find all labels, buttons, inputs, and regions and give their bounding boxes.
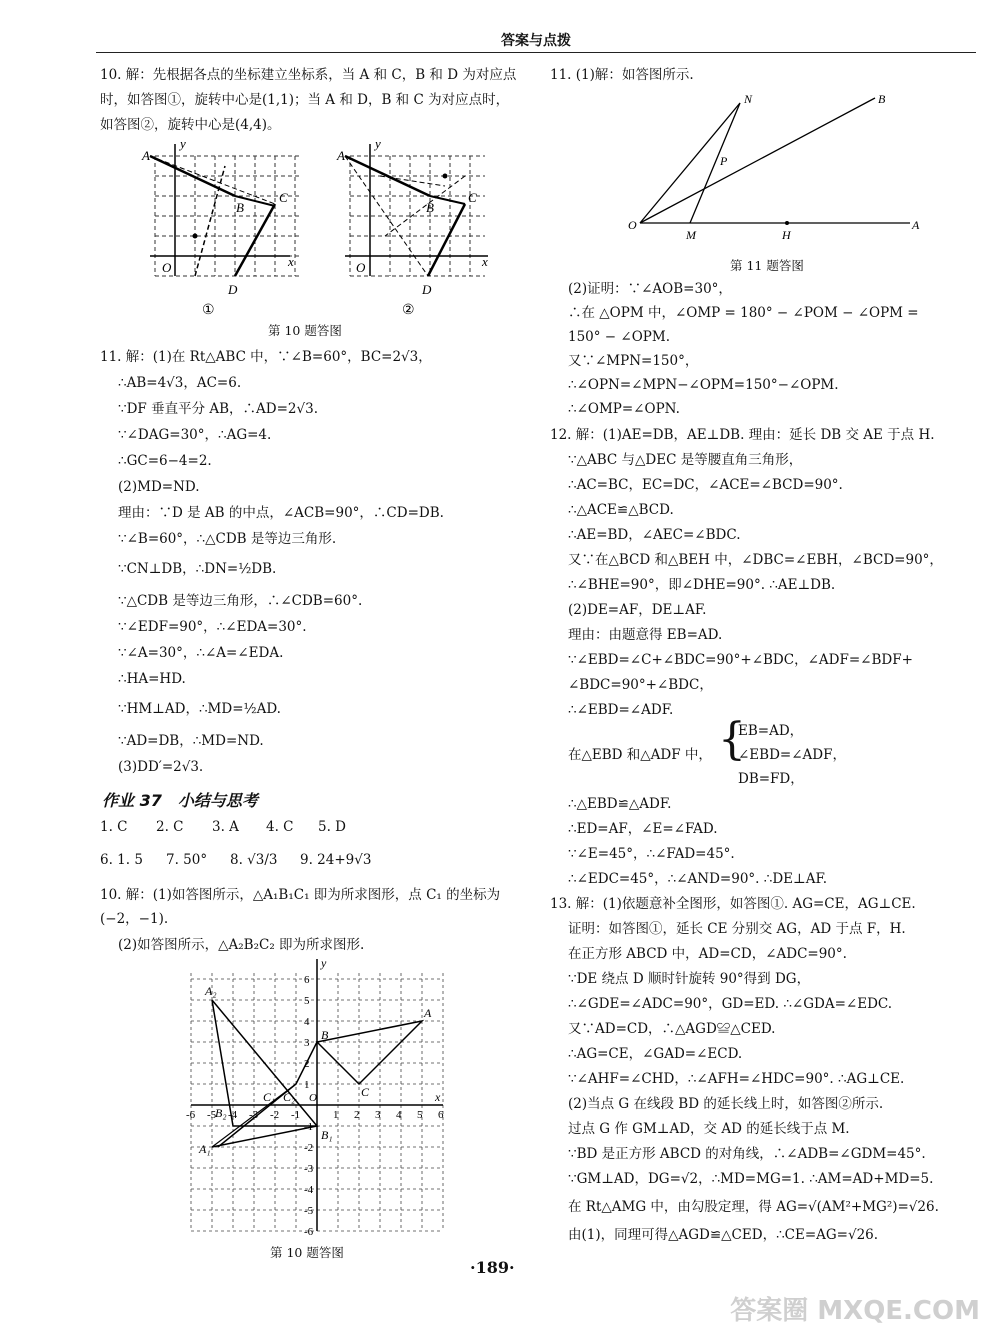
brace: {	[718, 714, 746, 765]
text-line: ∵GM⊥AD，DG=√2，∴MD=MG=1. ∴AM=AD+MD=5.	[568, 1171, 934, 1187]
label-A2: A₂	[205, 984, 217, 998]
text-line: 150° − ∠OPM.	[568, 329, 670, 345]
text-line: ∴AG=CE，∠GAD=∠ECD.	[568, 1046, 743, 1062]
y-tick-label: -1	[304, 1121, 314, 1133]
figure-caption: 第 10 题答图	[270, 1245, 344, 1260]
answer: 7. 50°	[166, 852, 208, 868]
sub-label: ①	[202, 303, 215, 318]
page-number: ·189·	[470, 1258, 515, 1277]
x-tick-label: 2	[354, 1109, 360, 1121]
y-tick-label: -6	[304, 1226, 314, 1238]
text-line: 过点 G 作 GM⊥AD，交 AD 的延长线于点 M.	[568, 1121, 850, 1137]
text-line: 理由：∵D 是 AB 的中点，∠ACB=90°，∴CD=DB.	[118, 505, 444, 521]
figure-10-top	[140, 136, 520, 316]
figure-caption: 第 10 题答图	[268, 323, 342, 338]
label-C: C	[468, 190, 477, 205]
label-A: A	[912, 218, 920, 232]
x-tick-label: -5	[207, 1109, 217, 1121]
y-tick-label: -2	[304, 1142, 314, 1154]
text-line: 由(1)，同理可得△AGD≌△CED，∴CE=AG=√26.	[568, 1227, 879, 1243]
label-O: O	[309, 1092, 317, 1104]
text-line: (2)DE=AF，DE⊥AF.	[568, 602, 707, 618]
text-line: ∴HA=HD.	[118, 671, 186, 687]
label-M: M	[686, 228, 696, 242]
text-line: ∴AC=BC，EC=DC，∠ACE=∠BCD=90°.	[568, 477, 843, 493]
text-line: 在△EBD 和△ADF 中，	[568, 747, 712, 763]
text-line: (2)当点 G 在线段 BD 的延长线上时，如答图②所示.	[568, 1096, 884, 1112]
x-tick-label: -6	[186, 1109, 196, 1121]
text-line: 如答图②，旋转中心是(4,4)。	[100, 117, 281, 133]
text-line: (2)证明：∵∠AOB=30°，	[568, 281, 732, 297]
figure-10-coordinate	[185, 953, 450, 1238]
text-line: ∵∠DAG=30°，∴AG=4.	[118, 427, 272, 443]
text-line: ∴AB=4√3，AC=6.	[118, 375, 242, 391]
text-line: ∴∠EBD=∠ADF.	[568, 702, 674, 718]
y-tick-label: 3	[304, 1037, 310, 1049]
label-y: y	[321, 956, 327, 970]
system-line: EB=AD，	[738, 723, 804, 739]
text-line: 在 Rt△AMG 中，由勾股定理，得 AG=√(AM²+MG²)=√26.	[568, 1199, 939, 1215]
x-tick-label: 6	[438, 1109, 444, 1121]
label-O: O	[628, 218, 637, 232]
y-tick-label: 1	[304, 1079, 310, 1091]
text-line: 证明：如答图①，延长 CE 分别交 AG，AD 于点 F，H.	[568, 921, 906, 937]
label-D: D	[228, 282, 238, 297]
text-line: 10. 解：(1)如答图所示，△A₁B₁C₁ 即为所求图形，点 C₁ 的坐标为	[100, 887, 501, 903]
label-P: P	[720, 154, 728, 168]
text-line: ∵AD=DB，∴MD=ND.	[118, 733, 264, 749]
figure-11	[620, 83, 930, 242]
label-x: x	[435, 1090, 441, 1104]
text-line: 11. 解：(1)在 Rt△ABC 中，∵∠B=60°，BC=2√3，	[100, 349, 432, 365]
label-B: B	[878, 92, 886, 106]
text-line: 在正方形 ABCD 中，AD=CD，∠ADC=90°.	[568, 946, 847, 962]
label-D: D	[422, 282, 432, 297]
text-line: ∴∠EDC=45°，∴∠AND=90°. ∴DE⊥AF.	[568, 871, 828, 887]
page-header	[96, 30, 976, 53]
text-line: ∵△CDB 是等边三角形，∴∠CDB=60°.	[118, 593, 363, 609]
x-tick-label: 1	[333, 1109, 339, 1121]
y-tick-label: -4	[304, 1184, 314, 1196]
text-line: ∠BDC=90°+∠BDC，	[568, 677, 713, 693]
text-line: ∴在 △OPM 中，∠OMP = 180° − ∠POM − ∠OPM =	[568, 305, 919, 321]
header-title: 答案与点拨	[501, 33, 571, 49]
label-H: H	[782, 228, 791, 242]
section-title: 作业 37 小结与思考	[102, 791, 258, 810]
text-line: ∵∠AHF=∠CHD，∴∠AFH=∠HDC=90°. ∴AG⊥CE.	[568, 1071, 905, 1087]
label-C: C	[361, 1085, 370, 1099]
text-line: 又∵AD=CD，∴△AGD≌△CED.	[568, 1021, 776, 1037]
figure-caption: 第 11 题答图	[730, 258, 804, 273]
text-line: ∴△ACE≌△BCD.	[568, 502, 674, 518]
text-line: ∵DE 绕点 D 顺时针旋转 90°得到 DG，	[568, 971, 811, 987]
label-B: B	[321, 1028, 329, 1042]
answer: 5. D	[318, 819, 346, 835]
x-tick-label: -1	[291, 1109, 301, 1121]
y-tick-label: -5	[304, 1205, 314, 1217]
label-O: O	[162, 260, 172, 275]
text-line: (−2，−1).	[100, 911, 169, 927]
label-A: A	[142, 148, 150, 163]
text-line: ∵∠A=30°，∴∠A=∠EDA.	[118, 645, 284, 661]
label-x: x	[482, 254, 488, 269]
text-line: ∵CN⊥DB，∴DN=½DB.	[118, 561, 277, 577]
text-line: 时，如答图①，旋转中心是(1,1)；当 A 和 D，B 和 C 为对应点时，	[100, 92, 510, 108]
text-line: 理由：由题意得 EB=AD.	[568, 627, 723, 643]
text-line: (2)MD=ND.	[118, 479, 200, 495]
label-B2: B₂	[215, 1106, 227, 1120]
system-line: ∠EBD=∠ADF，	[738, 747, 846, 763]
label-N: N	[744, 92, 753, 106]
label-B: B	[426, 200, 434, 215]
label-A1: A₁	[199, 1142, 211, 1156]
system-line: DB=FD，	[738, 771, 804, 787]
text-line: 10. 解：先根据各点的坐标建立坐标系，当 A 和 C，B 和 D 为对应点	[100, 67, 517, 83]
label-A: A	[424, 1006, 432, 1020]
text-line: ∴∠OPN=∠MPN−∠OPM=150°−∠OPM.	[568, 377, 839, 393]
label-B1: B₁	[321, 1128, 333, 1142]
y-tick-label: 5	[304, 995, 310, 1007]
answer: 2. C	[156, 819, 184, 835]
triangle-ABC	[317, 1021, 422, 1084]
text-line: (3)DD′=2√3.	[118, 759, 204, 775]
text-line: ∵BD 是正方形 ABCD 的对角线，∴∠ADB=∠GDM=45°.	[568, 1146, 926, 1162]
label-y: y	[375, 136, 381, 151]
x-tick-label: -3	[249, 1109, 259, 1121]
text-line: 12. 解：(1)AE=DB，AE⊥DB. 理由：延长 DB 交 AE 于点 H.	[550, 427, 935, 443]
label-C: C	[279, 190, 288, 205]
text-line: ∴ED=AF，∠E=∠FAD.	[568, 821, 718, 837]
label-C2: C₂	[283, 1090, 296, 1104]
x-tick-label: 4	[396, 1109, 402, 1121]
answer: 8. √3/3	[230, 852, 278, 868]
text-line: 13. 解：(1)依题意补全图形，如答图①. AG=CE，AG⊥CE.	[550, 896, 916, 912]
answer: 4. C	[266, 819, 294, 835]
label-A: A	[337, 148, 345, 163]
text-line: ∵∠EDF=90°，∴∠EDA=30°.	[118, 619, 307, 635]
text-line: 又∵∠MPN=150°，	[568, 353, 699, 369]
text-line: (2)如答图所示，△A₂B₂C₂ 即为所求图形.	[118, 937, 365, 953]
text-line: ∴∠GDE=∠ADC=90°，GD=ED. ∴∠GDA=∠EDC.	[568, 996, 893, 1012]
label-O: O	[356, 260, 366, 275]
label-x: x	[288, 254, 294, 269]
answer: 9. 24+9√3	[300, 852, 372, 868]
text-line: 又∵在△BCD 和△BEH 中，∠DBC=∠EBH，∠BCD=90°，	[568, 552, 943, 568]
sub-label: ②	[402, 303, 415, 318]
answer: 1. C	[100, 819, 128, 835]
text-line: ∵HM⊥AD，∴MD=½AD.	[118, 701, 281, 717]
text-line: ∴△EBD≌△ADF.	[568, 796, 672, 812]
y-tick-label: 4	[304, 1016, 310, 1028]
text-line: ∴∠BHE=90°，即∠DHE=90°. ∴AE⊥DB.	[568, 577, 836, 593]
grid-1	[155, 156, 300, 276]
text-line: ∵DF 垂直平分 AB，∴AD=2√3.	[118, 401, 318, 417]
answer: 6. 1. 5	[100, 852, 143, 868]
text-line: ∴∠OMP=∠OPN.	[568, 401, 680, 417]
y-tick-label: 2	[304, 1058, 310, 1070]
x-tick-label: -4	[228, 1109, 238, 1121]
text-line: ∵∠B=60°，∴△CDB 是等边三角形.	[118, 531, 337, 547]
text-line: ∴GC=6−4=2.	[118, 453, 212, 469]
text-line: 11. (1)解：如答图所示.	[550, 67, 694, 83]
text-line: ∵∠EBD=∠C+∠BDC=90°+∠BDC，∠ADF=∠BDF+	[568, 652, 913, 668]
x-tick-label: -2	[270, 1109, 280, 1121]
text-line: ∵∠E=45°，∴∠FAD=45°.	[568, 846, 735, 862]
y-tick-label: -3	[304, 1163, 314, 1175]
answer: 3. A	[212, 819, 239, 835]
y-tick-label: 6	[304, 974, 310, 986]
x-tick-label: 3	[375, 1109, 381, 1121]
label-y: y	[180, 136, 186, 151]
text-line: ∴AE=BD，∠AEC=∠BDC.	[568, 527, 741, 543]
x-tick-label: 5	[417, 1109, 423, 1121]
watermark: 答案圈 MXQE.COM	[730, 1296, 980, 1326]
label-B: B	[236, 200, 244, 215]
label-C1: C₁	[263, 1090, 276, 1104]
text-line: ∵△ABC 与△DEC 是等腰直角三角形，	[568, 452, 803, 468]
